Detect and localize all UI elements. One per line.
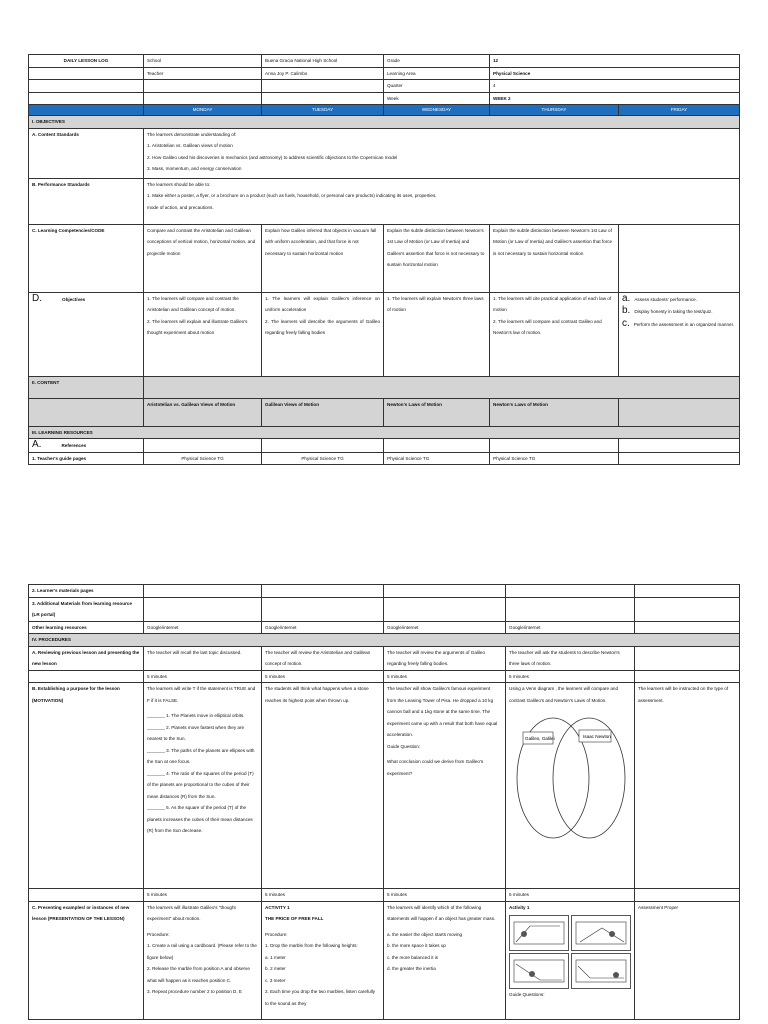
other-monday: Google/internet xyxy=(144,621,262,634)
objectives-wednesday: 1. The learners will explain Newton's three laws of motion xyxy=(384,292,490,376)
venn-diagram-figure xyxy=(509,708,631,840)
presentation-tuesday: ACTIVITY 1 THE PRICE OF FREE FALL Procedure: 1. Drop the marble from the following heights: a. 1 meter b. 2 meter c. 3 meter 2. Each time you drop the two marbles, listen carefully to the sound as they xyxy=(262,901,384,1019)
topic-wednesday: Newton's Laws of Motion xyxy=(384,398,490,426)
review-time-tuesday: 5 minutes xyxy=(262,670,384,683)
school-label: School xyxy=(144,55,262,68)
objectives-monday: 1. The learners will compare and contrast the Aristotelian and Galilean concept of motion. 2. The learners will explain and illustrate Galileo's thought experiment about motion xyxy=(144,292,262,376)
log-title: DAILY LESSON LOG xyxy=(29,55,144,68)
tg-monday: Physical Science TG xyxy=(144,452,262,465)
activity-figure-4 xyxy=(571,953,631,989)
motivation-label: B. Establishing a purpose for the lesson (MOTIVATION) xyxy=(29,683,144,889)
content-standards-label: A. Content Standards xyxy=(29,128,144,178)
motivation-time-thursday: 5 minutes xyxy=(506,889,635,902)
day-thursday: THURSDAY xyxy=(490,105,619,116)
review-label: A. Reviewing previous lesson and presenting the new lesson xyxy=(29,646,144,670)
objectives-thursday: 1. The learners will cite practical application of each law of motion 2. The learners will compare and contrast Galileo and Newton's law of motion. xyxy=(490,292,619,376)
school-value: Buena Gracia National High School xyxy=(262,55,384,68)
lesson-log-page-1 xyxy=(28,54,739,465)
motivation-monday: The learners will write T if the statement is TRUE and F if it is FALSE. _______ 1. The Planets move in elliptical orbits. _______ 2. Planets move fastest when they are nearest to the Sun. _______ 3. The paths of the planets are ellipses with the Sun at one focus. _______ 4. The ratio of the squares of the period (T) of the planets are proportional to the cubes of their mean distances (R) from the Sun. _______ 5. As the square of the period (T) of the planets increases the cubes of their mean distances (R) from the Sun decrease. xyxy=(144,683,262,889)
presentation-thursday: Activity 1 Guide Questions: xyxy=(506,901,635,1019)
teacher-value: Anna Joy P. Calimbo xyxy=(262,67,384,80)
references-label: References xyxy=(61,443,87,448)
lm-label: 2. Learner's materials pages xyxy=(29,585,144,598)
objectives-letter: D. xyxy=(32,292,42,304)
review-tuesday: The teacher will review the Aristotelian and Galilean concept of motion. xyxy=(262,646,384,670)
resources-heading: III. LEARNING RESOURCES xyxy=(29,426,740,439)
other-tuesday: Google/internet xyxy=(262,621,384,634)
lesson-log-table-bottom xyxy=(28,584,740,1020)
motivation-time-wednesday: 5 minutes xyxy=(384,889,506,902)
performance-standards-label: B. Performance Standards xyxy=(29,178,144,224)
day-monday: MONDAY xyxy=(144,105,262,116)
quarter-value: 4 xyxy=(490,80,740,93)
other-thursday: Google/internet xyxy=(506,621,635,634)
presentation-friday: Assessment Proper xyxy=(635,901,740,1019)
teacher-label: Teacher xyxy=(144,67,262,80)
venn-left-label: Galileo, Galilei xyxy=(525,736,555,741)
day-friday: FRIDAY xyxy=(619,105,740,116)
lesson-log-table-top xyxy=(28,54,740,465)
competency-tuesday: Explain how Galileo inferred that objects in vacuum fall with uniform acceleration, and that force is not necessary to sustain horizontal motion xyxy=(262,224,384,292)
objectives-label: Objectives xyxy=(62,296,86,302)
competency-thursday: Explain the subtle distinction between Newton's 1st Law of Motion (or Law of Inertia) and Galileo's assertion that force is not necessary to sustain horizontal motion xyxy=(490,224,619,292)
competency-wednesday: Explain the subtle distinction between Newton's 1st Law of Motion (or Law of Inertia) and Galileo's assertion that force is not necessary to sustain horizontal motion xyxy=(384,224,490,292)
day-tuesday: TUESDAY xyxy=(262,105,384,116)
objectives-friday: a. Assess students' performance. b. Display honesty in taking the test/quiz. c. Perform the assessment in an organized manner. xyxy=(619,292,740,376)
area-label: Learning Area xyxy=(384,67,490,80)
presentation-label: C. Presenting examples/ or instances of new lesson (PRESENTATION OF THE LESSON) xyxy=(29,901,144,1019)
review-time-wednesday: 5 minutes xyxy=(384,670,506,683)
review-monday: The teacher will recall the last topic discussed. xyxy=(144,646,262,670)
week-label: Week xyxy=(384,92,490,105)
motivation-time-tuesday: 5 minutes xyxy=(262,889,384,902)
performance-standards-text: The learners should be able to: 1. Make either a poster, a flyer, or a brochure on a product (such as fuels, household, or personal care products) indicating its uses, properties, mode of action, and precautions. xyxy=(144,178,740,224)
presentation-monday: The learners will illustrate Galileo's "thought experiment" about motion. Procedure: 1. Create a rail using a cardboard. (Please refer to the figure below) 2. Release the marble from position A and observe what will happen as it reaches position C. 3. Repeat procedure number 2 to position D, E xyxy=(144,901,262,1019)
review-time-monday: 5 minutes xyxy=(144,670,262,683)
review-thursday: The teacher will ask the students to describe Newton's three laws of motion. xyxy=(506,646,635,670)
motivation-tuesday: The students will think what happens when a stone reaches its highest point when thrown up. xyxy=(262,683,384,889)
quarter-label: Quarter xyxy=(384,80,490,93)
activity-figures xyxy=(509,915,631,951)
competencies-label: C. Learning Competencies/CODE xyxy=(29,224,144,292)
tg-label: 1. Teacher's guide pages xyxy=(29,452,144,465)
content-heading: II. CONTENT xyxy=(29,376,144,398)
tg-thursday: Physical Science TG xyxy=(490,452,619,465)
grade-value: 12 xyxy=(490,55,740,68)
content-standards-text: The learners demonstrate understanding of: 1. Aristotelian vs. Galilean views of motion 2. How Galileo used his discoveries in mechanics (and astronomy) to address scientific objections to the Copernican model 3. Mass, momentum, and energy conservation xyxy=(144,128,740,178)
activity-figure-1 xyxy=(509,915,569,951)
day-wednesday: WEDNESDAY xyxy=(384,105,490,116)
references-label-cell xyxy=(29,439,144,453)
venn-diagram xyxy=(509,708,631,840)
objectives-heading: I. OBJECTIVES xyxy=(29,116,740,129)
review-wednesday: The teacher will review the arguments of Galileo regarding freely falling bodies. xyxy=(384,646,506,670)
objectives-label-cell xyxy=(29,292,144,376)
tg-wednesday: Physical Science TG xyxy=(384,452,490,465)
motivation-wednesday: The teacher will show Galileo's famous experiment from the Leaning Tower of Pisa. He dropped a 10 kg cannon ball and a 1kg stone at the same time. The experiment came up with a result that both have equal acceleration. Guide Question: What conclusion could we derive from Galileo's experiment? xyxy=(384,683,506,889)
lesson-log-page-2 xyxy=(28,584,739,1020)
other-wednesday: Google/internet xyxy=(384,621,506,634)
other-resources-label: Other learning resources xyxy=(29,621,144,634)
topic-monday: Aristotelian vs. Galilean Views of Motion xyxy=(144,398,262,426)
activity-figure-3 xyxy=(509,953,569,989)
motivation-time-monday: 5 minutes xyxy=(144,889,262,902)
topic-thursday: Newton's Laws of Motion xyxy=(490,398,619,426)
topic-tuesday: Galilean Views of Motion xyxy=(262,398,384,426)
additional-materials-label: 3. Additional Materials from learning resource (LR portal) xyxy=(29,597,144,621)
activity-figure-2 xyxy=(571,915,631,951)
competency-monday: Compare and contrast the Aristotelian and Galilean conceptions of vertical motion, horizontal motion, and projectile motion xyxy=(144,224,262,292)
references-letter: A. xyxy=(32,439,42,450)
presentation-wednesday: The learners will identify which of the following statements will happen if an object has greater mass. a. the easier the object starts moving b. the more space it takes up c. the more balanced it is d. the greater the inertia xyxy=(384,901,506,1019)
grade-label: Grade xyxy=(384,55,490,68)
activity-figures-row-2 xyxy=(509,953,631,989)
area-value: Physical Science xyxy=(490,67,740,80)
objectives-tuesday: 1. The learners will explain Galileo's inference on uniform acceleration 2. The learners will describe the arguments of Galileo regarding freely falling bodies xyxy=(262,292,384,376)
review-time-thursday: 5 minutes xyxy=(506,670,635,683)
motivation-thursday: Using a Venn diagram , the learners will compare and contrast Galileo's and Newton's Laws of Motion. Galileo, Galilei Isaac Newton xyxy=(506,683,635,889)
motivation-friday: The learners will be instructed on the type of assessment. xyxy=(635,683,740,889)
procedures-heading: IV. PROCEDURES xyxy=(29,634,740,647)
week-value: WEEK 2 xyxy=(490,92,740,105)
tg-tuesday: Physical Science TG xyxy=(262,452,384,465)
venn-right-label: Isaac Newton xyxy=(583,734,611,739)
